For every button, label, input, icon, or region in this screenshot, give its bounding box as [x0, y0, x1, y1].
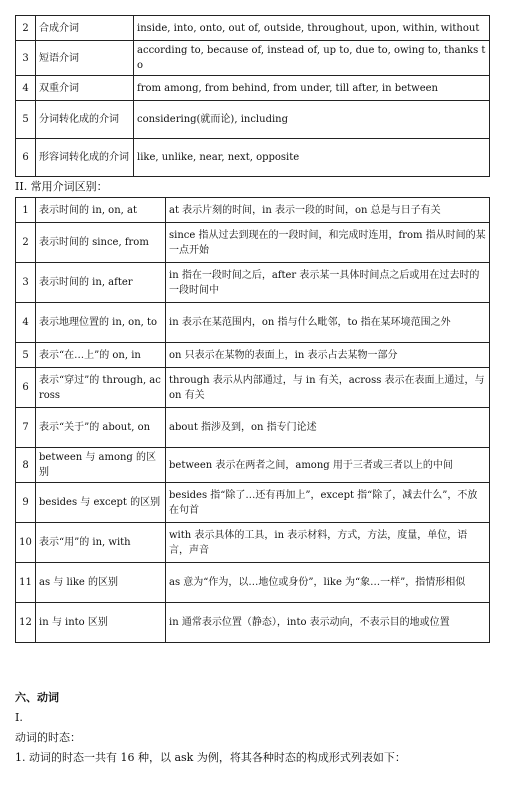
row-description: since 指从过去到现在的一段时间，和完成时连用，from 指从时间的某一点开始: [166, 223, 490, 263]
row-description: between 表示在两者之间，among 用于三者或三者以上的中间: [166, 448, 490, 483]
table-row: [16, 263, 490, 303]
row-label: besides 与 except 的区别: [36, 483, 166, 523]
row-description: at 表示片刻的时间，in 表示一段的时间，on 总是与日子有关: [166, 198, 490, 223]
section-6-subheading: 动词的时态：: [15, 731, 81, 744]
row-label: 分词转化成的介词: [36, 101, 134, 139]
row-description: considering(就而论), including: [134, 101, 490, 139]
table-row: [16, 76, 490, 101]
section-6-line-1: 1. 动词的时态一共有 16 种，以 ask 为例，将其各种时态的构成形式列表如下：: [15, 751, 406, 764]
row-number: 6: [16, 139, 36, 177]
section-2-title: II. 常用介词区别：: [15, 180, 108, 193]
row-description: in 指在一段时间之后，after 表示某一具体时间点之后或用在过去时的一段时间中: [166, 263, 490, 303]
row-label: 表示“穿过”的 through, across: [36, 368, 166, 408]
row-number: 4: [16, 76, 36, 101]
preposition-differences-body: [16, 198, 490, 643]
row-label: between 与 among 的区别: [36, 448, 166, 483]
row-label: as 与 like 的区别: [36, 563, 166, 603]
table-row: [16, 101, 490, 139]
table-row: [16, 198, 490, 223]
table-row: [16, 368, 490, 408]
table-row: [16, 483, 490, 523]
table-row: [16, 408, 490, 448]
table-row: [16, 448, 490, 483]
row-label: 表示时间的 in, after: [36, 263, 166, 303]
table-row: [16, 603, 490, 643]
row-number: 11: [16, 563, 36, 603]
row-label: 双重介词: [36, 76, 134, 101]
table-row: [16, 563, 490, 603]
row-description: on 只表示在某物的表面上，in 表示占去某物一部分: [166, 343, 490, 368]
row-number: 6: [16, 368, 36, 408]
table-row: [16, 223, 490, 263]
table-row: [16, 139, 490, 177]
table-row: [16, 41, 490, 76]
row-description: from among, from behind, from under, till after, in between: [134, 76, 490, 101]
row-description: as 意为“作为，以…地位或身份”，like 为“象…一样”，指情形相似: [166, 563, 490, 603]
row-label: 表示“用”的 in, with: [36, 523, 166, 563]
row-number: 5: [16, 343, 36, 368]
row-number: 1: [16, 198, 36, 223]
row-number: 3: [16, 41, 36, 76]
row-description: through 表示从内部通过，与 in 有关，across 表示在表面上通过，与 on 有关: [166, 368, 490, 408]
row-number: 7: [16, 408, 36, 448]
preposition-differences-table: [15, 197, 490, 643]
section-6-roman: I.: [15, 711, 23, 724]
row-label: in 与 into 区别: [36, 603, 166, 643]
row-number: 4: [16, 303, 36, 343]
row-description: in 通常表示位置（静态），into 表示动向，不表示目的地或位置: [166, 603, 490, 643]
row-number: 5: [16, 101, 36, 139]
row-description: in 表示在某范围内，on 指与什么毗邻，to 指在某环境范围之外: [166, 303, 490, 343]
preposition-types-body: [16, 16, 490, 177]
row-description: about 指涉及到，on 指专门论述: [166, 408, 490, 448]
row-label: 表示时间的 since, from: [36, 223, 166, 263]
row-description: like, unlike, near, next, opposite: [134, 139, 490, 177]
row-number: 2: [16, 16, 36, 41]
row-label: 表示“关于”的 about, on: [36, 408, 166, 448]
row-number: 12: [16, 603, 36, 643]
row-number: 10: [16, 523, 36, 563]
row-label: 表示地理位置的 in, on, to: [36, 303, 166, 343]
row-description: according to, because of, instead of, up to, due to, owing to, thanks to: [134, 41, 490, 76]
row-label: 合成介词: [36, 16, 134, 41]
row-label: 表示“在…上”的 on, in: [36, 343, 166, 368]
row-description: inside, into, onto, out of, outside, throughout, upon, within, without: [134, 16, 490, 41]
table-row: [16, 343, 490, 368]
row-label: 表示时间的 in, on, at: [36, 198, 166, 223]
row-label: 短语介词: [36, 41, 134, 76]
table-row: [16, 16, 490, 41]
row-description: besides 指“除了…还有再加上”，except 指“除了，减去什么”，不放在句首: [166, 483, 490, 523]
row-number: 2: [16, 223, 36, 263]
table-row: [16, 303, 490, 343]
row-description: with 表示具体的工具，in 表示材料，方式，方法，度量，单位，语言，声音: [166, 523, 490, 563]
row-number: 9: [16, 483, 36, 523]
row-label: 形容词转化成的介词: [36, 139, 134, 177]
preposition-types-table: [15, 15, 490, 177]
row-number: 8: [16, 448, 36, 483]
table-row: [16, 523, 490, 563]
row-number: 3: [16, 263, 36, 303]
section-6-heading: 六、动词: [15, 691, 59, 704]
